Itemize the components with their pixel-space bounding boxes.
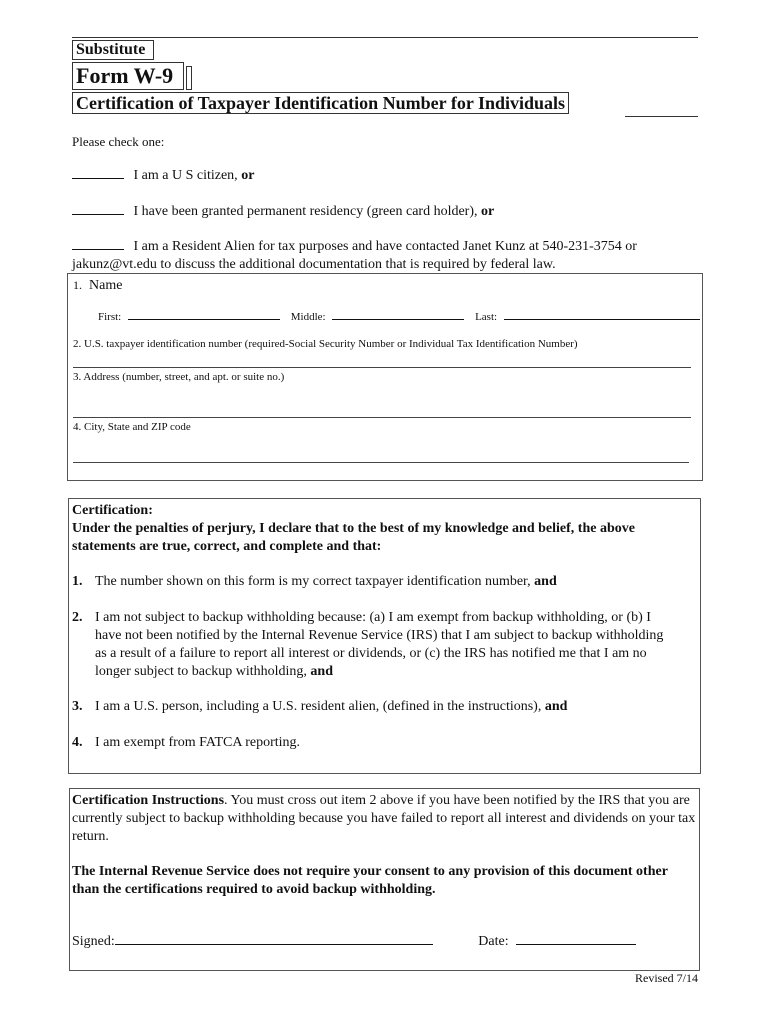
date-label: Date: (478, 934, 509, 949)
city-state-zip-label: 4. City, State and ZIP code (73, 421, 191, 433)
last-name-field[interactable] (504, 308, 700, 320)
option-resident-alien[interactable] (72, 238, 712, 274)
instructions-heading: Certification Instructions (72, 793, 225, 808)
certification-item-3 (72, 698, 702, 716)
consent-statement: The Internal Revenue Service does not require your consent to any provision of this document other than the certifications required to avoid backup withholding. (72, 864, 668, 897)
city-state-zip-field[interactable] (73, 462, 689, 463)
name-label: Name (89, 278, 123, 293)
tin-field[interactable] (73, 367, 691, 368)
certification-item-number: 4. (72, 735, 83, 750)
option-us-citizen[interactable] (72, 167, 254, 184)
option-permanent-resident-or: or (481, 204, 495, 219)
header-top-rule (72, 37, 698, 38)
middle-name-field[interactable] (332, 308, 464, 320)
please-check-label: Please check one: (72, 134, 165, 149)
certification-item-conjunction: and (534, 574, 557, 589)
substitute-label: Substitute (72, 40, 154, 60)
certification-item-text: I am a U.S. person, including a U.S. resident alien, (defined in the instructions), (95, 699, 545, 714)
certification-item-text: I am not subject to backup withholding because: (a) I am exempt from backup withholding, or (b) I have not been notified by the Internal Revenue Service (IRS) that I am subject to backup withholding as a result of a failure to report all interest or dividends, or (c) the IRS has notified me that I am no longer subject to backup withholding, (95, 610, 664, 679)
header-bottom-rule (625, 116, 698, 117)
certification-item-4 (72, 734, 702, 752)
address-label: 3. Address (number, street, and apt. or suite no.) (73, 371, 285, 383)
option-resident-alien-checkline[interactable] (72, 238, 124, 250)
form-header (72, 40, 569, 114)
last-name-label: Last: (475, 311, 498, 323)
certification-item-number: 3. (72, 699, 83, 714)
option-permanent-resident-text: I have been granted permanent residency (green card holder), (133, 204, 481, 219)
certification-intro (72, 502, 697, 556)
date-field[interactable] (516, 933, 636, 945)
signature-row (72, 933, 636, 950)
name-label-number: 1. (73, 278, 82, 292)
signature-field[interactable] (115, 933, 433, 945)
option-permanent-resident[interactable] (72, 203, 494, 220)
certification-item-text: The number shown on this form is my correct taxpayer identification number, (95, 574, 535, 589)
option-permanent-resident-checkline[interactable] (72, 203, 124, 215)
certification-item-number: 1. (72, 574, 83, 589)
certification-item-conjunction: and (310, 664, 333, 679)
form-title: Form W-9 (72, 62, 184, 89)
option-resident-alien-line2: jakunz@vt.edu to discuss the additional documentation that is required by federal law. (72, 257, 556, 272)
certification-item-1 (72, 573, 702, 591)
certification-heading: Certification: (72, 503, 153, 518)
name-label-row (73, 276, 122, 294)
certification-intro-line2: statements are true, correct, and complete and that: (72, 539, 382, 554)
certification-item-2[interactable] (72, 609, 678, 681)
instructions-text: . You must cross out item 2 above if you have been notified by the IRS that you are currently subject to backup withholding because you have failed to report all interest and dividends on your tax return. (72, 793, 696, 844)
form-subtitle: Certification of Taxpayer Identification Number for Individuals (72, 92, 569, 115)
certification-item-text: I am exempt from FATCA reporting. (95, 735, 301, 750)
first-name-label: First: (98, 311, 122, 323)
title-cursor-box (186, 66, 192, 90)
middle-name-label: Middle: (290, 311, 326, 323)
tin-label: 2. U.S. taxpayer identification number (required-Social Security Number or Individual Tax Identification Number) (73, 338, 578, 350)
certification-intro-line1: Under the penalties of perjury, I declare that to the best of my knowledge and belief, the above (72, 521, 635, 536)
option-resident-alien-line1: I am a Resident Alien for tax purposes and have contacted Janet Kunz at 540-231-3754 or (133, 239, 637, 254)
first-name-field[interactable] (128, 308, 280, 320)
signed-label: Signed: (72, 934, 115, 949)
name-fields-row (98, 308, 700, 323)
certification-item-number: 2. (72, 610, 83, 625)
revised-date: Revised 7/14 (635, 971, 698, 985)
option-us-citizen-or: or (241, 168, 255, 183)
option-us-citizen-checkline[interactable] (72, 167, 124, 179)
instructions-paragraph (72, 792, 697, 846)
certification-item-conjunction: and (544, 699, 568, 714)
option-us-citizen-text: I am a U S citizen, (133, 168, 242, 183)
address-field[interactable] (73, 417, 691, 418)
